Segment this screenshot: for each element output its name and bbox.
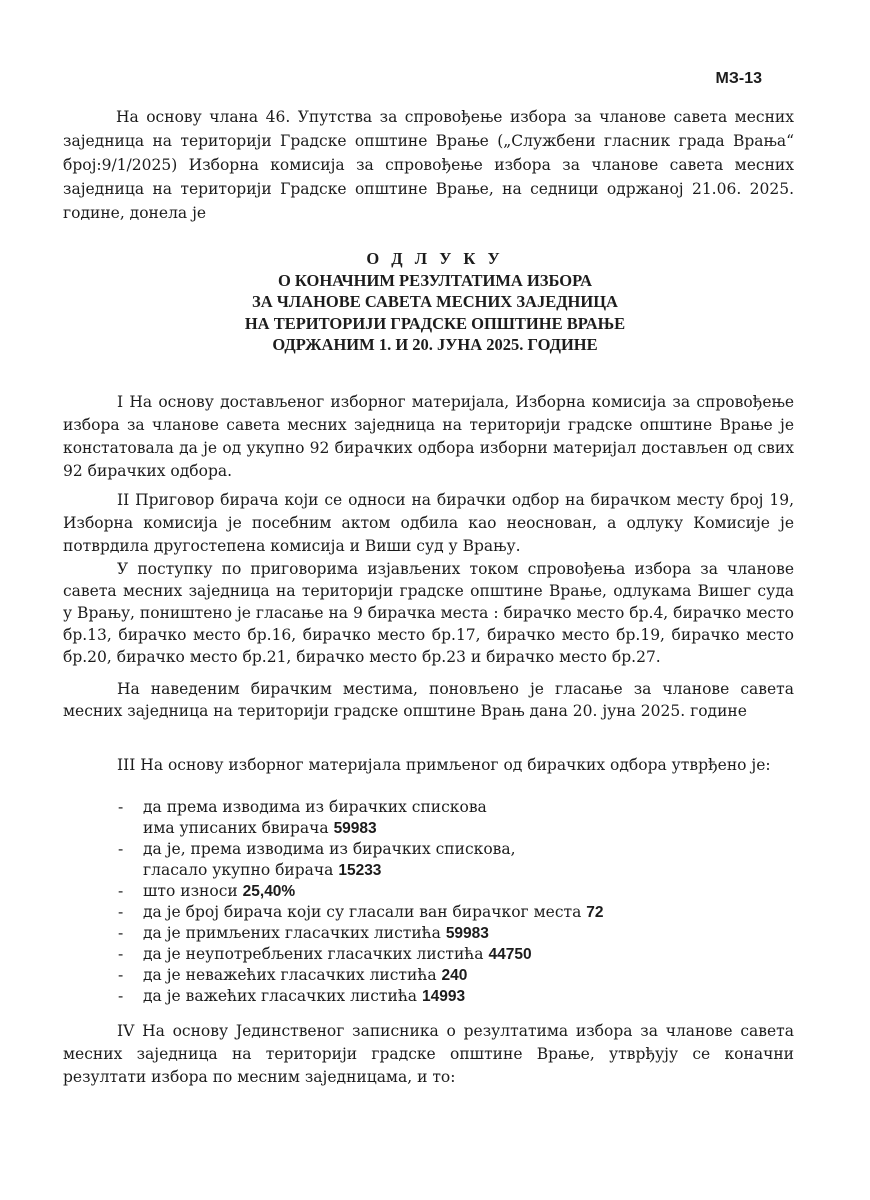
section-1-paragraph: I На основу достављеног изборног материјала, Изборна комисија за спровођење избора за чланове савета месних заједница на територији градске општине Врање је констатовала да је од укупно 92 бирачких одбора изборни материјал достављен од свих 92 бирачких одбора. — [63, 393, 794, 480]
section-2-paragraph-1: II Приговор бирача који се односи на бирачки одбор на бирачком месту број 19, Изборна комисија је посебним актом одбила као неоснован, а одлуку Комисије је потврдила другостепена комисија и Виши суд у Врању. — [63, 491, 794, 555]
section-4-paragraph: IV На основу Јединственог записника о резултатима избора за чланове савета месних заједница на територији градске општине Врање, утврђују се коначни резултати избора по месним заједницама, и то: — [63, 1022, 794, 1086]
title-line-5: ОДРЖАНИМ 1. И 20. ЈУНА 2025. ГОДИНЕ — [272, 335, 598, 354]
title-line-4: НА ТЕРИТОРИЈИ ГРАДСКЕ ОПШТИНЕ ВРАЊЕ — [244, 313, 626, 333]
list-item: - што износи 25,40% — [118, 881, 604, 902]
title-line-1: О Д Л У К У — [366, 249, 504, 268]
list-item: - да је, према изводима из бирачких спискова, гласало укупно бирача 15233 — [118, 839, 604, 881]
list-item: - да према изводима из бирачких спискова има уписаних бвирача 59983 — [118, 797, 604, 839]
list-item: - да је број бирача који су гласали ван бирачког места 72 — [118, 902, 604, 923]
list-item: - да је важећих гласачких листића 14993 — [118, 986, 604, 1007]
list-item: - да је неважећих гласачких листића 240 — [118, 965, 604, 986]
title-line-2: О КОНАЧНИМ РЕЗУЛТАТИМА ИЗБОРА — [277, 270, 593, 290]
document-code: МЗ-13 — [715, 70, 762, 87]
intro-paragraph: На основу члана 46. Упутства за спровођење избора за чланове савета месних заједница на територији Градске општине Врање („Службени гласник града Врања“ број:9/1/2025) Изборна комисија за спровођење избора за чланове савета месних заједница на територији Градске општине Врање, на седници одржаној 21.06. 2025. године, донела је — [63, 108, 794, 222]
results-list — [118, 797, 604, 1007]
decision-title — [0, 248, 870, 356]
section-3-intro: III На основу изборног материјала примљеног од бирачких одбора утврђено је: — [117, 756, 771, 774]
title-line-3: ЗА ЧЛАНОВЕ САВЕТА МЕСНИХ ЗАЈЕДНИЦА — [252, 292, 618, 311]
section-2-paragraph-3: На наведеним бирачким местима, поновљено је гласање за чланове савета месних заједница на територији градске општине Врањ дана 20. јуна 2025. године — [63, 680, 794, 720]
list-item: - да је примљених гласачких листића 59983 — [118, 923, 604, 944]
section-2-paragraph-2: У поступку по приговорима изјављених током спровођења избора за чланове савета месних заједница на територији градске општине Врање, одлукама Вишег суда у Врању, поништено је гласање на 9 бирачка места : бирачко место бр.4, бирачко место бр.13, бирачко место бр.16, бирачко место бр.17, бирачко место бр.19, бирачко место бр.20, бирачко место бр.21, бирачко место бр.23 и бирачко место бр.27. — [63, 560, 794, 666]
list-item: - да је неупотребљених гласачких листића 44750 — [118, 944, 604, 965]
